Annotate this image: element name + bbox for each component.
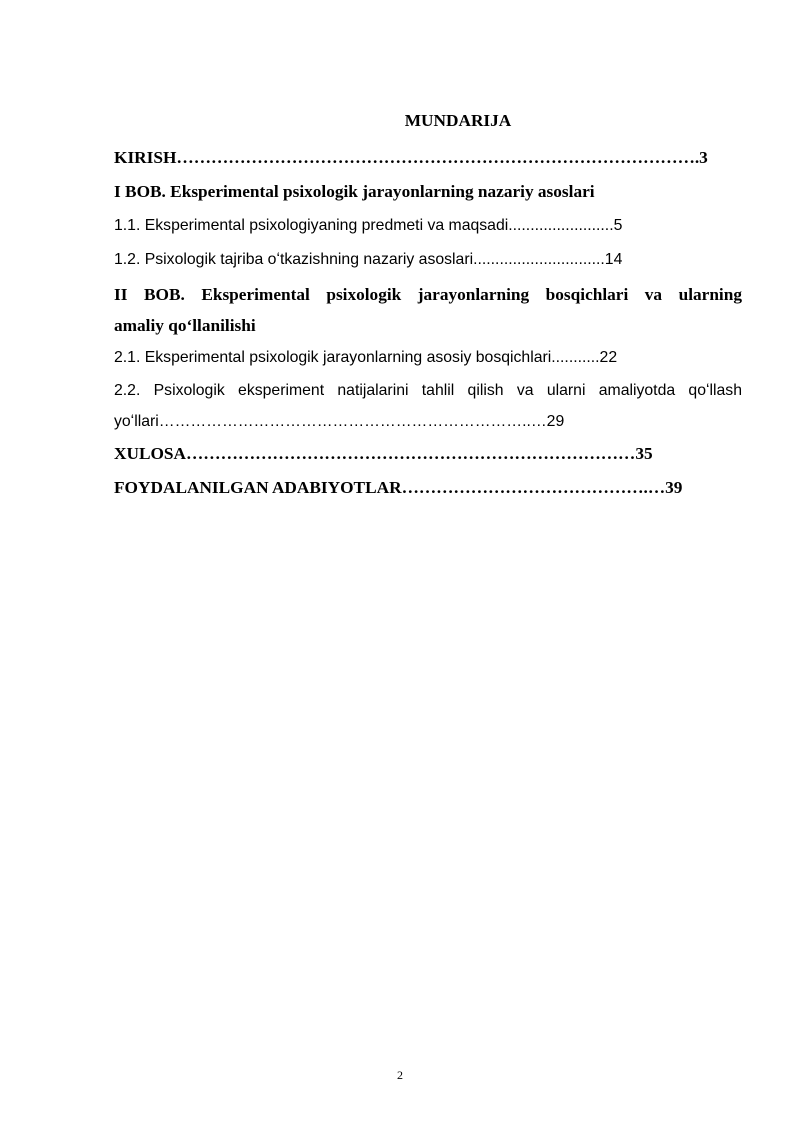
toc-entry-section-2-1: 2.1. Eksperimental psixologik jarayonlarning asosiy bosqichlari...........22: [114, 349, 618, 366]
toc-entry-references: FOYDALANILGAN ADABIYOTLAR…………………………………….…39: [114, 478, 683, 497]
page-number: 2: [397, 1068, 403, 1082]
toc-entry-conclusion: XULOSA……………………………………………………………………35: [114, 444, 653, 463]
toc-entry-introduction: KIRISH……………………………………………………………………………….3: [114, 148, 708, 167]
toc-entry-chapter-2-line-2: amaliy qoʻllanilishi: [114, 316, 256, 335]
toc-entry-section-1-1: 1.1. Eksperimental psixologiyaning predmeti va maqsadi........................5: [114, 217, 623, 234]
toc-entry-section-2-2-line-2: yoʻllari……………………………………………………………..…29: [114, 413, 565, 430]
table-of-contents: [114, 108, 742, 505]
toc-entry-section-2-2-line-1: 2.2. Psixologik eksperiment natijalarini tahlil qilish va ularni amaliyotda qoʻllash: [114, 382, 742, 399]
toc-title: MUNDARIJA: [404, 111, 512, 130]
toc-entry-section-2-2: [114, 375, 742, 437]
toc-entry-section-1-2: 1.2. Psixologik tajriba oʻtkazishning nazariy asoslari..............................14: [114, 251, 623, 268]
toc-entry-chapter-2: [114, 279, 742, 341]
toc-entry-chapter-1: I BOB. Eksperimental psixologik jarayonlarning nazariy asoslari: [114, 182, 595, 201]
toc-entry-chapter-2-line-1: II BOB. Eksperimental psixologik jarayonlarning bosqichlari va ularning: [114, 285, 742, 304]
